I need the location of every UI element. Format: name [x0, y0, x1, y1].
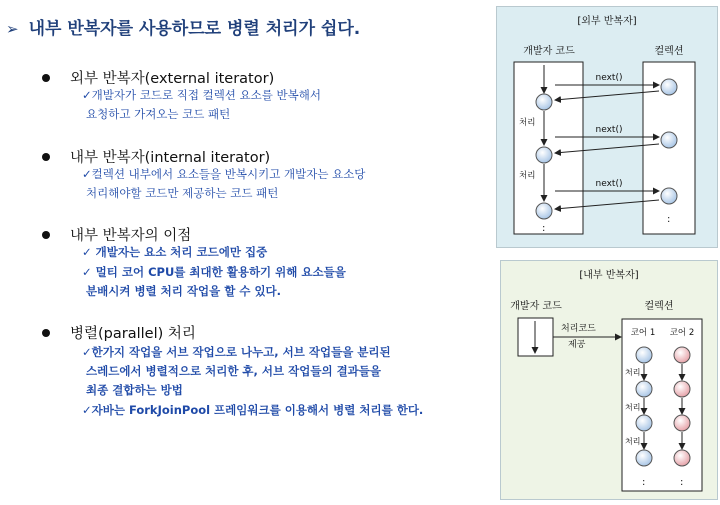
developer-code-label: 개발자 코드 [510, 301, 562, 312]
process-label: 처리 [625, 437, 641, 446]
core2-node [674, 415, 690, 431]
bullet-icon [42, 74, 50, 82]
arrow-bullet-icon: ➢ [6, 20, 19, 38]
bullet-icon [42, 231, 50, 239]
next-label: next() [595, 125, 623, 135]
section-line: ✓컬렉션 내부에서 요소들을 반복시키고 개발자는 요소당 [82, 167, 366, 181]
process-label: 처리 [519, 171, 536, 181]
core1-node [636, 415, 652, 431]
core1-label: 코어 1 [630, 328, 656, 338]
section-line: 처리해야할 코드만 제공하는 코드 패턴 [86, 186, 279, 200]
process-label: 처리 [519, 118, 536, 128]
external-iterator-svg [497, 7, 717, 247]
next-label: next() [595, 73, 623, 83]
section-line: ✓자바는 ForkJoinPool 프레임워크를 이용해서 병렬 처리를 한다. [82, 403, 424, 417]
section-line: 스레드에서 병렬적으로 처리한 후, 서브 작업들의 결과들을 [86, 364, 382, 378]
diagram-title: [외부 반복자] [577, 16, 637, 27]
bullet-icon [42, 329, 50, 337]
collection-label: 컬렉션 [654, 46, 684, 57]
ellipsis: : [542, 223, 546, 234]
collection-node [661, 132, 677, 148]
developer-code-label: 개발자 코드 [523, 46, 575, 57]
core1-node [636, 450, 652, 466]
section-heading: 외부 반복자(external iterator) [70, 71, 275, 87]
developer-node [536, 94, 552, 110]
process-code-label: 처리코드 [561, 324, 596, 334]
collection-label: 컬렉션 [644, 301, 674, 312]
section-line: ✓ 개발자는 요소 처리 코드에만 집중 [82, 245, 268, 259]
ellipsis: : [667, 214, 671, 225]
internal-iterator-svg [501, 261, 717, 499]
ellipsis: : [680, 477, 684, 488]
collection-node [661, 79, 677, 95]
core2-node [674, 347, 690, 363]
internal-iterator-diagram [500, 260, 718, 500]
developer-node [536, 147, 552, 163]
core2-node [674, 381, 690, 397]
section-line: 최종 결합하는 방법 [86, 383, 183, 397]
process-label: 처리 [625, 403, 641, 412]
next-label: next() [595, 179, 623, 189]
section-heading: 내부 반복자의 이점 [70, 228, 192, 244]
section-line: ✓한가지 작업을 서브 작업으로 나누고, 서브 작업들을 분리된 [82, 345, 391, 359]
core1-node [636, 381, 652, 397]
section-line: ✓ 멀티 코어 CPU를 최대한 활용하기 위해 요소들을 [82, 265, 346, 279]
core2-node [674, 450, 690, 466]
core2-label: 코어 2 [669, 328, 695, 338]
diagram-title: [내부 반복자] [579, 270, 639, 281]
page-title [6, 14, 360, 39]
section-heading: 병렬(parallel) 처리 [70, 326, 196, 342]
collection-node [661, 188, 677, 204]
title-text: 내부 반복자를 사용하므로 병렬 처리가 쉽다. [28, 19, 361, 39]
bullet-icon [42, 153, 50, 161]
section-line: 요청하고 가져오는 코드 패턴 [86, 107, 231, 121]
process-label: 처리 [625, 368, 641, 377]
section-line: ✓개발자가 코드로 직접 컬렉션 요소를 반복해서 [82, 88, 321, 102]
provide-label: 제공 [568, 340, 586, 350]
external-iterator-diagram [496, 6, 718, 248]
section-line: 분배시켜 병렬 처리 작업을 할 수 있다. [86, 284, 282, 298]
ellipsis: : [642, 477, 646, 488]
developer-node [536, 203, 552, 219]
core1-node [636, 347, 652, 363]
section-heading: 내부 반복자(internal iterator) [70, 150, 271, 166]
